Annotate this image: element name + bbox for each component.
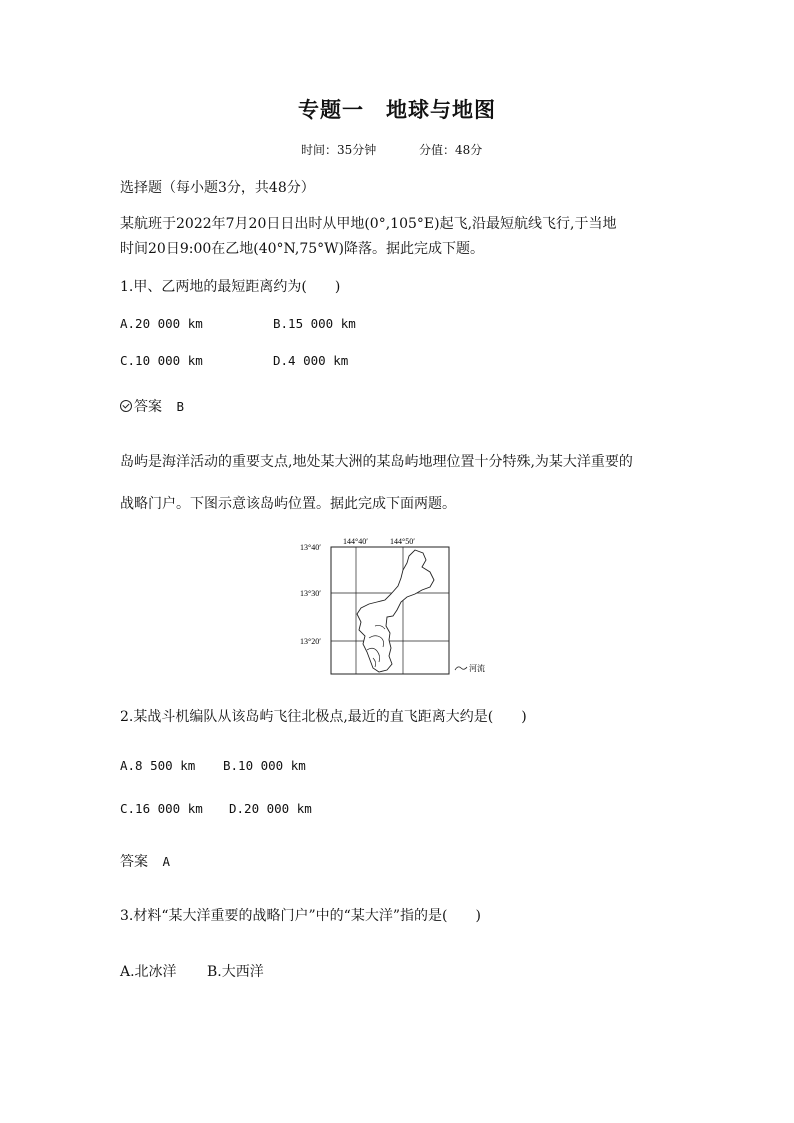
- q3-option-b: B.大西洋: [207, 964, 264, 980]
- check-circle-icon: [120, 400, 132, 412]
- answer-value: A: [162, 854, 170, 869]
- question-1: 1.甲、乙两地的最短距离约为( ): [120, 279, 341, 295]
- stem1-line2: 时间20日9:00在乙地(40°N,75°W)降落。据此完成下题。: [120, 241, 484, 257]
- answer-label: 答案: [134, 399, 162, 415]
- stem2-line1: 岛屿是海洋活动的重要支点,地处某大洲的某岛屿地理位置十分特殊,为某大洋重要的: [120, 454, 633, 470]
- answer-label: 答案: [120, 854, 148, 870]
- island-outline: [357, 550, 434, 672]
- stem2-line2: 战略门户。下图示意该岛屿位置。据此完成下面两题。: [120, 496, 456, 512]
- lat-label: 13°40′: [300, 543, 321, 552]
- river-legend-icon: [455, 667, 467, 670]
- answer-value: B: [176, 399, 184, 414]
- page-title: 专题一 地球与地图: [298, 98, 496, 122]
- island-location-map: [295, 534, 495, 679]
- legend-label: 河流: [469, 664, 485, 673]
- score-total: 分值：48分: [419, 143, 483, 157]
- section-heading: 选择题（每小题3分，共48分）: [120, 180, 315, 196]
- q1-option-b: B.15 000 km: [273, 316, 356, 331]
- q2-option-d: D.20 000 km: [229, 801, 312, 816]
- lat-label: 13°30′: [300, 589, 321, 598]
- q2-option-c: C.16 000 km: [120, 801, 203, 816]
- time-limit: 时间：35分钟: [301, 143, 377, 157]
- q3-option-a: A.北冰洋: [120, 964, 177, 980]
- q2-option-b: B.10 000 km: [223, 758, 306, 773]
- q2-answer: [120, 851, 170, 871]
- q1-option-a: A.20 000 km: [120, 316, 203, 331]
- question-2: 2.某战斗机编队从该岛屿飞往北极点,最近的直飞距离大约是( ): [120, 709, 527, 725]
- stem1-line1: 某航班于2022年7月20日日出时从甲地(0°,105°E)起飞,沿最短航线飞行,于当地: [120, 216, 617, 232]
- lon-label: 144°50′: [390, 537, 415, 546]
- lon-label: 144°40′: [343, 537, 368, 546]
- q1-option-c: C.10 000 km: [120, 353, 203, 368]
- q1-answer: [120, 396, 184, 416]
- q2-option-a: A.8 500 km: [120, 758, 196, 773]
- lat-label: 13°20′: [300, 637, 321, 646]
- q1-option-d: D.4 000 km: [273, 353, 349, 368]
- question-3: 3.材料“某大洋重要的战略门户”中的“某大洋”指的是( ): [120, 908, 481, 924]
